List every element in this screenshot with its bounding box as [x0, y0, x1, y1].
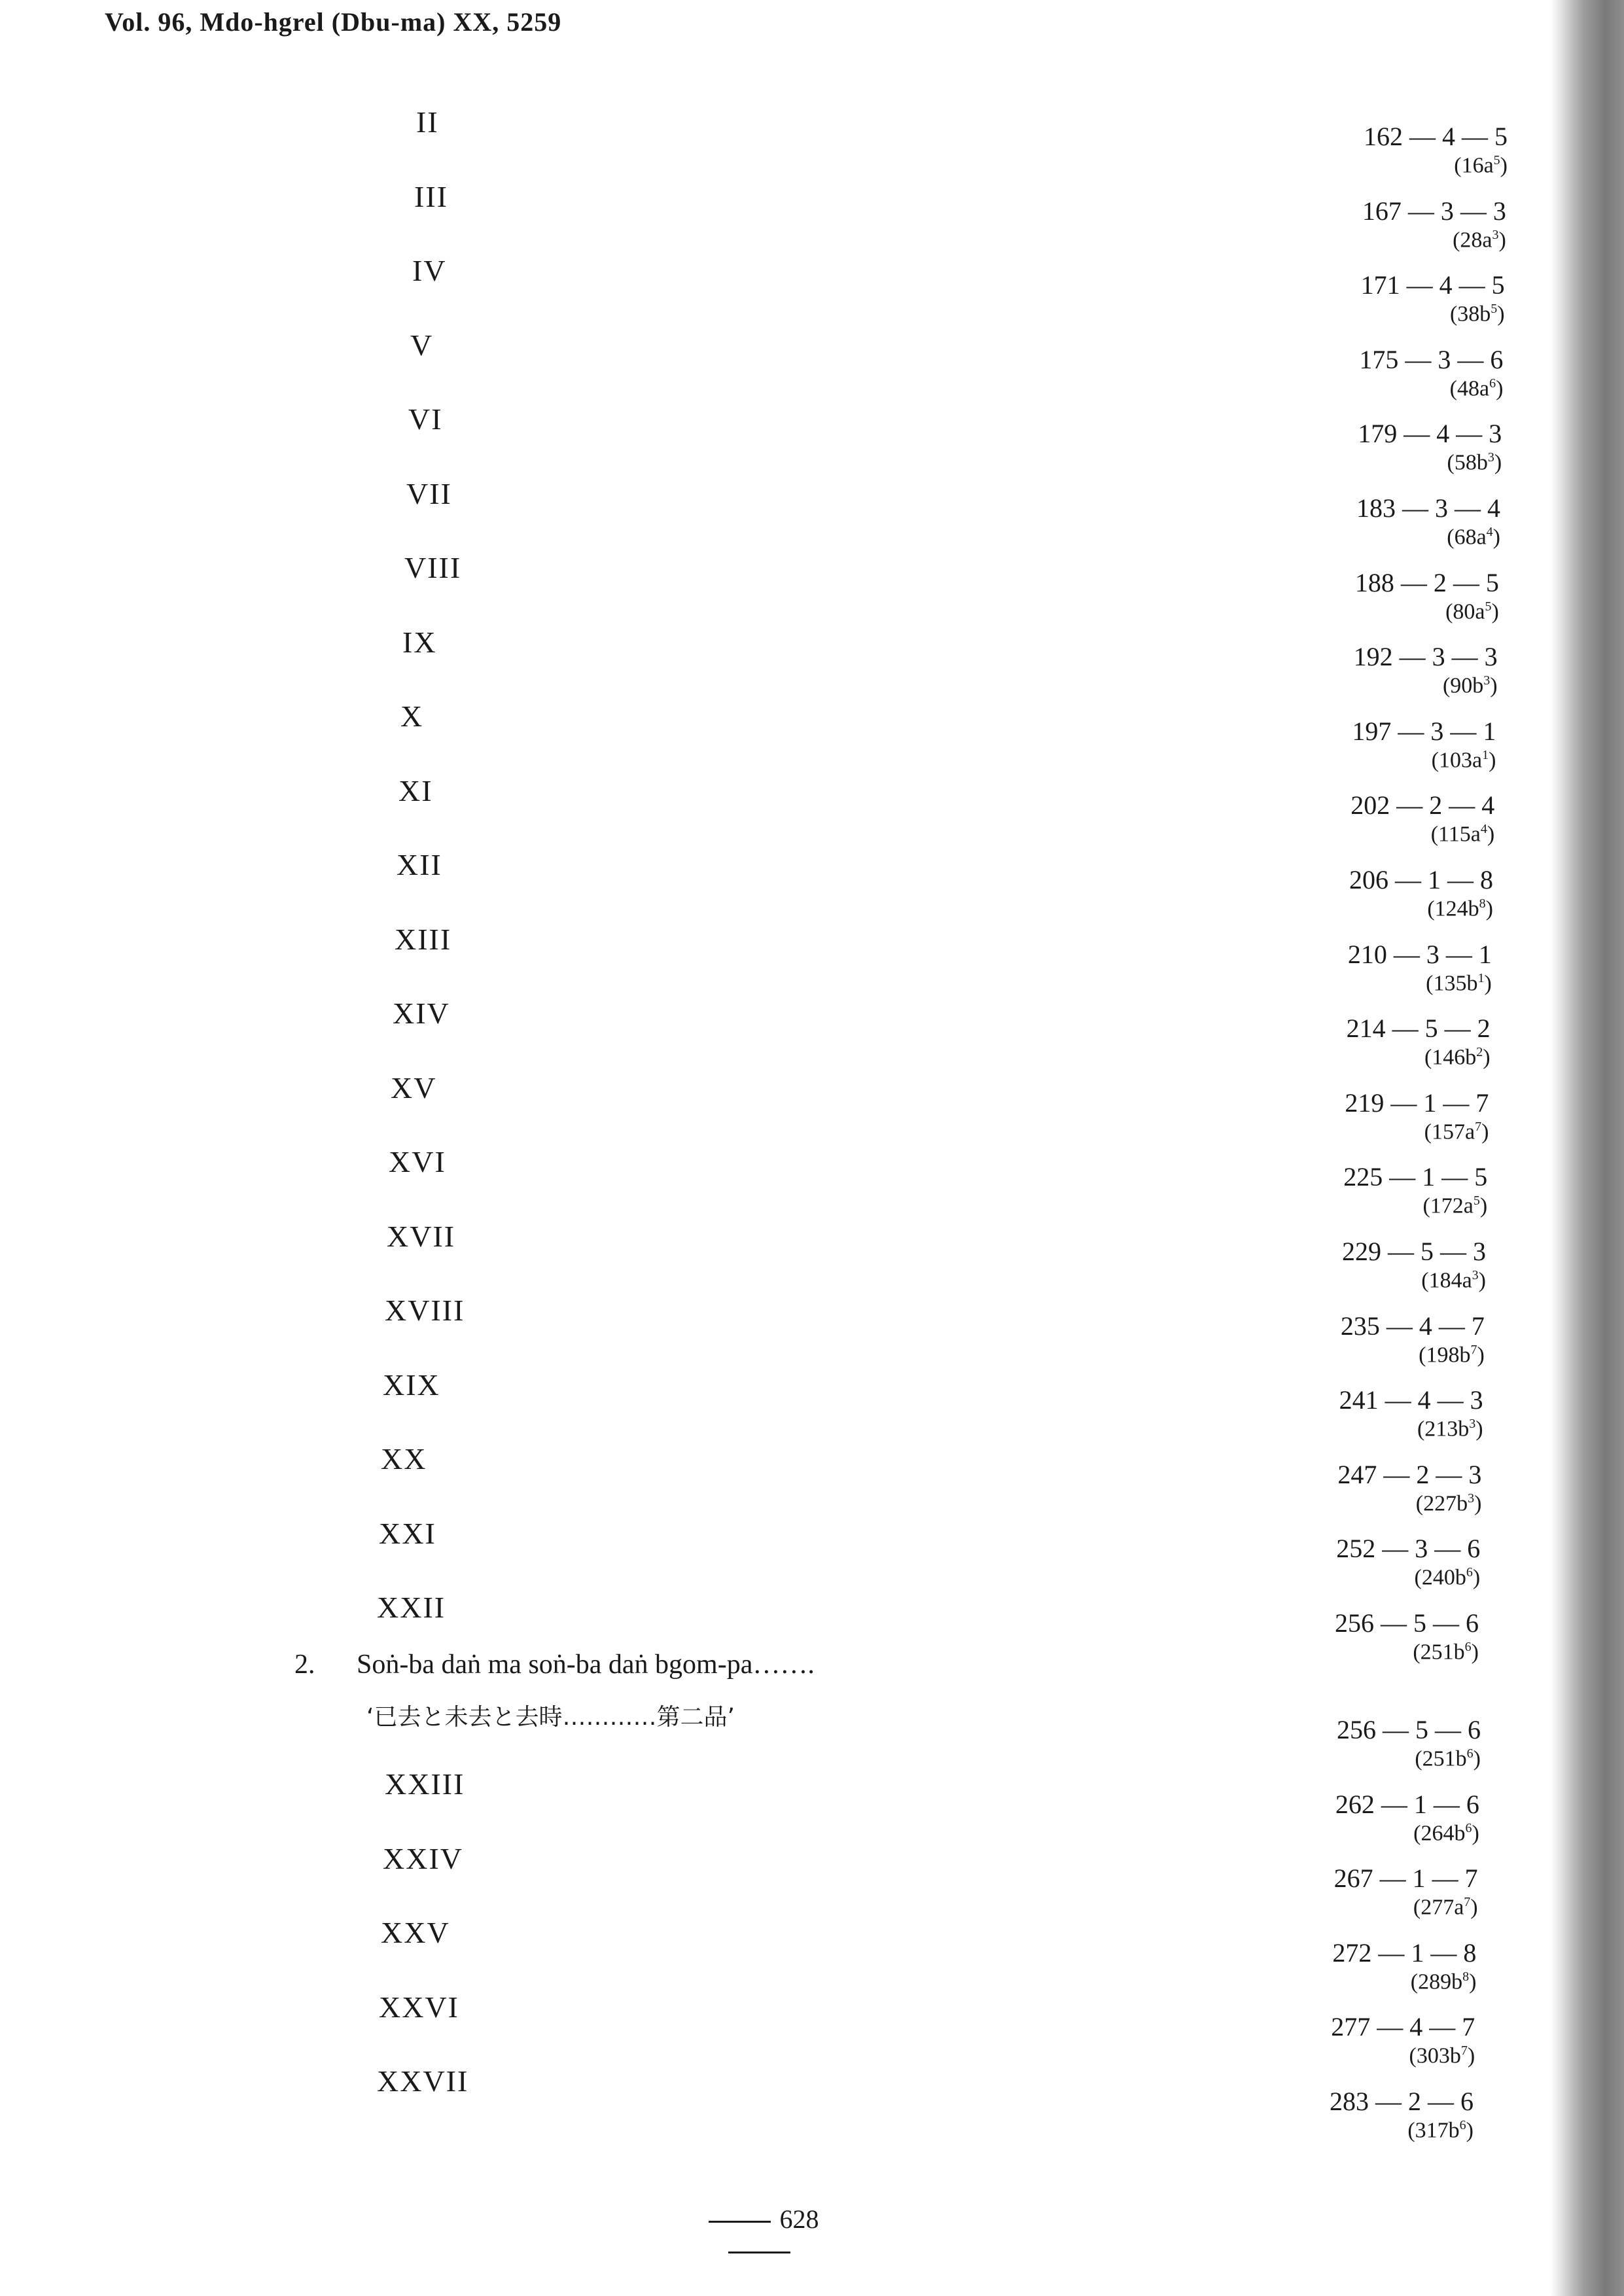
folio-line-superscript: 5	[1485, 599, 1492, 614]
chapter-roman-numeral: XXIII	[385, 1767, 465, 1801]
chapter-roman-numeral: XI	[398, 773, 433, 807]
chapter-roman-numeral: XVI	[389, 1145, 446, 1178]
folio-number: 289b	[1418, 1969, 1463, 1994]
page-number-text: 628	[779, 2204, 819, 2234]
chapter-roman-numeral: III	[414, 179, 448, 213]
folio-number: 213b	[1424, 1417, 1470, 1441]
folio-number: 227b	[1423, 1491, 1468, 1516]
folio-number: 124b	[1434, 896, 1479, 921]
folio-line-superscript: 4	[1480, 822, 1487, 837]
chapter-roman-numeral: XIX	[383, 1368, 440, 1402]
folio-line-superscript: 3	[1487, 450, 1494, 465]
chapter-roman-numeral: V	[410, 328, 434, 362]
chapter-roman-numeral: II	[416, 105, 439, 139]
folio-reference: $(251b^6)$	[1413, 1640, 1479, 1665]
chapter-roman-numeral: XX	[381, 1442, 427, 1475]
folio-number: 16a	[1461, 153, 1494, 178]
dash-right	[728, 2252, 790, 2253]
folio-line-superscript: 6	[1466, 1746, 1474, 1761]
chapter-reference	[1348, 939, 1492, 996]
chapter-reference	[1339, 1385, 1483, 1441]
chapter-reference	[1335, 1608, 1479, 1665]
folio-line-superscript: 8	[1462, 1969, 1470, 1984]
folio-line-superscript: 3	[1472, 1268, 1479, 1282]
chapter-roman-numeral: XXVII	[377, 2064, 469, 2098]
chapter-reference	[1347, 1013, 1491, 1070]
running-header: Vol. 96, Mdo-hgrel (Dbu-ma) XX, 5259	[105, 7, 562, 37]
folio-number: 172a	[1430, 1193, 1474, 1218]
chapter-reference	[1358, 418, 1502, 475]
folio-line-superscript: 3	[1483, 673, 1491, 688]
folio-reference: $(240b^6)$	[1414, 1565, 1481, 1590]
folio-reference: $(303b^7)$	[1409, 2043, 1475, 2068]
folio-reference: $(38b^5)$	[1449, 302, 1505, 327]
folio-number: 264b	[1421, 1820, 1466, 1845]
chapter-reference	[1332, 1937, 1476, 1994]
folio-reference: $(184a^3)$	[1421, 1268, 1486, 1293]
volume-page-line: 241 — 4 — 3	[1339, 1385, 1483, 1415]
folio-reference: $(146b^2)$	[1424, 1045, 1491, 1070]
folio-reference: $(227b^3)$	[1415, 1491, 1482, 1516]
folio-number: 184a	[1428, 1268, 1472, 1293]
chapter-reference	[1364, 121, 1508, 178]
chapter-reference	[1334, 1863, 1478, 1920]
volume-page-line: 214 — 5 — 2	[1346, 1014, 1491, 1044]
volume-page-line: 235 — 4 — 7	[1340, 1311, 1485, 1341]
folio-number: 90b	[1450, 673, 1484, 698]
volume-page-line: 188 — 2 — 5	[1354, 567, 1499, 597]
folio-reference: $(115a^4)$	[1430, 822, 1495, 847]
volume-page-line: 219 — 1 — 7	[1345, 1087, 1489, 1118]
folio-number: 135b	[1433, 970, 1478, 995]
chapter-roman-numeral: XV	[391, 1070, 437, 1104]
folio-reference: $(213b^3)$	[1417, 1417, 1483, 1441]
chapter-reference	[1352, 716, 1496, 773]
folio-number: 48a	[1456, 376, 1490, 401]
volume-page-line: 206 — 1 — 8	[1349, 865, 1493, 894]
volume-page-line: 210 — 3 — 1	[1347, 939, 1492, 969]
chapter-roman-numeral: XII	[397, 848, 442, 881]
chapter-reference	[1336, 1533, 1480, 1590]
volume-page-line: 267 — 1 — 7	[1333, 1863, 1478, 1894]
folio-line-superscript: 3	[1492, 227, 1499, 242]
folio-number: 58b	[1454, 450, 1488, 475]
chapter-roman-numeral: XXIV	[383, 1841, 463, 1875]
folio-number: 28a	[1460, 227, 1492, 252]
folio-reference: $(68a^4)$	[1447, 525, 1500, 550]
folio-reference: $(28a^3)$	[1453, 227, 1506, 252]
folio-number: 251b	[1420, 1640, 1465, 1665]
chapter-reference	[1341, 1311, 1485, 1368]
folio-line-superscript: 3	[1468, 1491, 1475, 1506]
folio-reference: $(90b^3)$	[1442, 673, 1498, 698]
folio-number: 317b	[1415, 2118, 1460, 2143]
chapter-roman-numeral: VIII	[404, 551, 462, 584]
folio-line-superscript: 7	[1460, 2043, 1468, 2058]
folio-line-superscript: 6	[1465, 1820, 1472, 1835]
chapter-roman-numeral: XIV	[393, 997, 450, 1030]
folio-number: 115a	[1438, 822, 1481, 847]
folio-number: 146b	[1432, 1045, 1477, 1070]
folio-line-superscript: 5	[1473, 1193, 1480, 1209]
folio-line-superscript: 5	[1493, 153, 1500, 168]
folio-reference: $(124b^8)$	[1427, 896, 1493, 921]
chapter-roman-numeral: XXI	[379, 1516, 436, 1550]
chapter-reference	[1335, 1789, 1479, 1846]
folio-reference: $(58b^3)$	[1447, 450, 1502, 475]
folio-reference: $(289b^8)$	[1410, 1969, 1477, 1994]
dash-left	[709, 2221, 771, 2223]
section-number: 2.	[294, 1650, 315, 1680]
chapter-reference	[1337, 1459, 1481, 1516]
volume-page-line: 247 — 2 — 3	[1337, 1459, 1482, 1489]
volume-page-line: 225 — 1 — 5	[1343, 1162, 1488, 1192]
volume-page-line: 277 — 4 — 7	[1331, 2012, 1475, 2042]
chapter-reference	[1345, 1087, 1489, 1144]
folio-number: 277a	[1421, 1895, 1464, 1920]
volume-page-line: 229 — 5 — 3	[1342, 1237, 1486, 1266]
folio-reference: $(277a^7)$	[1413, 1895, 1478, 1920]
chapter-roman-numeral: XXV	[381, 1916, 450, 1949]
folio-reference: $(264b^6)$	[1413, 1820, 1479, 1845]
folio-line-superscript: 2	[1476, 1045, 1483, 1060]
folio-line-superscript: 1	[1482, 747, 1489, 762]
folio-reference: $(317b^6)$	[1407, 2118, 1474, 2143]
section-japanese-title: ‘已去と未去と去時…………第二品’	[366, 1704, 735, 1731]
chapter-roman-numeral: XXII	[377, 1591, 446, 1624]
folio-line-superscript: 7	[1464, 1895, 1471, 1910]
folio-line-superscript: 6	[1464, 1640, 1472, 1654]
volume-page-line: 167 — 3 — 3	[1362, 196, 1506, 226]
chapter-roman-numeral: XVIII	[385, 1294, 465, 1327]
folio-number: 198b	[1426, 1342, 1471, 1367]
volume-page-line: 256 — 5 — 6	[1337, 1715, 1481, 1744]
chapter-reference	[1350, 790, 1494, 847]
section-title: Soṅ-ba daṅ ma soṅ-ba daṅ bgom-pa…….	[357, 1650, 815, 1680]
folio-line-superscript: 5	[1491, 302, 1498, 317]
chapter-roman-numeral: X	[400, 699, 424, 733]
folio-line-superscript: 1	[1477, 970, 1485, 985]
volume-page-line: 179 — 4 — 3	[1358, 419, 1502, 449]
chapter-roman-numeral: IX	[402, 625, 437, 659]
folio-number: 103a	[1438, 748, 1483, 773]
volume-page-line: 162 — 4 — 5	[1364, 122, 1508, 151]
chapter-roman-numeral: VII	[406, 476, 452, 510]
chapter-roman-numeral: XVII	[387, 1219, 456, 1253]
chapter-reference	[1362, 196, 1506, 253]
folio-reference: $(198b^7)$	[1419, 1342, 1485, 1367]
volume-page-line: 272 — 1 — 8	[1332, 1937, 1477, 1968]
chapter-reference	[1330, 2086, 1474, 2143]
chapter-roman-numeral: IV	[412, 254, 447, 287]
folio-line-superscript: 4	[1486, 525, 1493, 539]
chapter-roman-numeral: XXVI	[379, 1990, 459, 2024]
folio-line-superscript: 3	[1469, 1417, 1476, 1432]
volume-page-line: 283 — 2 — 6	[1330, 2087, 1474, 2116]
folio-line-superscript: 6	[1466, 1565, 1473, 1580]
chapter-roman-numeral: XIII	[395, 922, 452, 956]
folio-reference: $(157a^7)$	[1424, 1119, 1489, 1144]
chapter-reference	[1355, 567, 1499, 624]
folio-reference: $(16a^5)$	[1454, 153, 1508, 178]
page-number	[674, 2204, 844, 2265]
folio-reference: $(135b^1)$	[1426, 970, 1492, 995]
chapter-reference	[1359, 344, 1503, 401]
chapter-reference	[1354, 641, 1498, 698]
chapter-reference	[1342, 1236, 1486, 1293]
folio-number: 240b	[1421, 1565, 1466, 1590]
folio-line-superscript: 7	[1475, 1119, 1482, 1134]
volume-page-line: 183 — 3 — 4	[1356, 493, 1500, 523]
chapter-reference	[1331, 2011, 1475, 2068]
chapter-reference	[1361, 270, 1505, 327]
folio-number: 38b	[1457, 302, 1491, 327]
volume-page-line: 202 — 2 — 4	[1350, 790, 1495, 821]
folio-line-superscript: 6	[1489, 376, 1496, 391]
folio-line-superscript: 7	[1470, 1342, 1477, 1357]
folio-reference: $(251b^6)$	[1415, 1746, 1481, 1771]
folio-line-superscript: 6	[1459, 2118, 1466, 2132]
volume-page-line: 256 — 5 — 6	[1335, 1608, 1479, 1638]
folio-number: 251b	[1422, 1746, 1467, 1771]
folio-number: 80a	[1453, 599, 1485, 624]
folio-reference: $(48a^6)$	[1449, 376, 1504, 401]
folio-reference: $(103a^1)$	[1431, 747, 1496, 773]
chapter-reference	[1349, 864, 1493, 921]
folio-number: 68a	[1454, 525, 1487, 550]
volume-page-line: 171 — 4 — 5	[1360, 270, 1505, 300]
scan-edge-shadow	[1551, 0, 1624, 2296]
chapter-reference	[1337, 1714, 1481, 1771]
volume-page-line: 175 — 3 — 6	[1359, 344, 1504, 374]
volume-page-line: 192 — 3 — 3	[1353, 642, 1498, 672]
folio-number: 157a	[1431, 1120, 1475, 1144]
folio-number: 303b	[1416, 2043, 1461, 2068]
volume-page-line: 262 — 1 — 6	[1335, 1789, 1479, 1819]
volume-page-line: 197 — 3 — 1	[1352, 716, 1496, 746]
chapter-reference	[1356, 493, 1500, 550]
chapter-reference	[1343, 1161, 1487, 1218]
chapter-roman-numeral: VI	[408, 402, 443, 436]
folio-reference: $(80a^5)$	[1445, 599, 1499, 624]
folio-line-superscript: 8	[1479, 896, 1486, 911]
folio-reference: $(172a^5)$	[1422, 1193, 1488, 1218]
volume-page-line: 252 — 3 — 6	[1336, 1534, 1481, 1564]
